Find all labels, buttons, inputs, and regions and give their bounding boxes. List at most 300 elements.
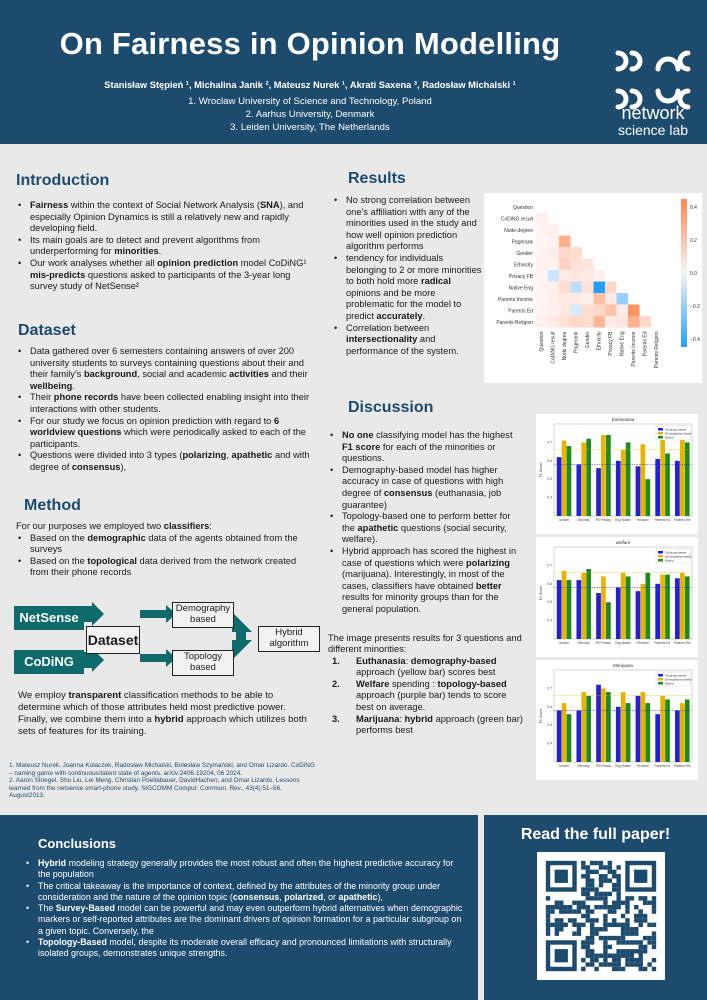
list-item	[16, 416, 316, 451]
qr-module	[639, 918, 643, 922]
list-item	[16, 450, 316, 473]
bar-hybrid	[626, 442, 631, 516]
bar-hybrid	[606, 692, 611, 762]
qr-module	[625, 940, 629, 944]
qr-module	[639, 940, 643, 944]
bar-topology-based	[576, 464, 581, 516]
qr-module	[546, 918, 550, 922]
qr-module	[555, 905, 559, 909]
heatmap-cell	[559, 247, 571, 259]
bar-hybrid	[586, 569, 591, 639]
qr-module	[594, 870, 598, 874]
heatmap-cell	[559, 316, 571, 328]
qr-module	[586, 949, 590, 953]
heatmap-cell	[536, 270, 548, 282]
qr-module	[603, 865, 607, 869]
correlation-heatmap	[484, 193, 702, 383]
heatmap-cell	[617, 305, 629, 317]
emphasis-text: accurately	[376, 310, 423, 321]
heatmap-col-label: Ethnicity	[596, 331, 603, 351]
qr-module	[590, 909, 594, 913]
qr-module	[630, 954, 634, 958]
bar-hybrid	[685, 442, 690, 516]
affiliation-1: 1. Wroclaw University of Science and Technology, Poland	[188, 96, 432, 107]
body-text: tendency for individuals belonging to 2 or more minorities to both hold more	[346, 252, 482, 287]
qr-module	[563, 909, 567, 913]
qr-module	[590, 931, 594, 935]
qr-module	[643, 936, 647, 940]
heatmap-cell	[548, 259, 560, 271]
qr-module	[612, 967, 616, 971]
method-list	[16, 533, 316, 579]
heatmap-cell	[536, 247, 548, 259]
bar-demography-based	[601, 435, 606, 516]
introduction-body	[16, 200, 316, 293]
affiliation-3: 3. Leiden University, The Netherlands	[230, 122, 390, 133]
qr-module	[603, 878, 607, 882]
colorbar-tick-label: 0.2	[690, 238, 697, 245]
qr-module	[634, 940, 638, 944]
body-text: data of the agents obtained from the surveys	[30, 532, 298, 555]
emphasis-text: SNA	[259, 200, 280, 210]
bar-topology-based	[636, 591, 641, 639]
bar-topology-based	[655, 459, 660, 516]
qr-module	[590, 918, 594, 922]
qr-module	[625, 905, 629, 909]
chart-ylabel: F1 Score	[539, 462, 543, 478]
heatmap-col-label: Privacy FB	[607, 331, 614, 356]
chart-y-tick: 0.4	[547, 741, 552, 746]
conclusions-list	[24, 858, 464, 960]
body-text: ,	[226, 450, 232, 461]
qr-module	[559, 923, 563, 927]
chart-y-tick: 0.5	[547, 477, 552, 482]
body-text: approach (green bar) performs best	[356, 713, 523, 736]
heatmap-cell	[594, 270, 606, 282]
qr-module	[616, 865, 620, 869]
dataset-body	[16, 346, 316, 474]
heatmap-cell	[536, 224, 548, 236]
qr-module	[599, 905, 603, 909]
list-item	[16, 346, 316, 392]
netsense-box: NetSense	[14, 606, 84, 630]
euthanasia-chart-svg	[536, 414, 698, 534]
chart-y-tick: 0.7	[547, 563, 552, 568]
qr-module	[612, 874, 616, 878]
legend-label: Hybrid	[665, 558, 674, 563]
qr-module	[621, 923, 625, 927]
heatmap-cell	[548, 293, 560, 305]
qr-module	[599, 936, 603, 940]
emphasis-text: mis-predicts	[30, 269, 86, 280]
qr-module	[630, 896, 634, 900]
heatmap-row-label: Privacy FB	[508, 274, 533, 281]
qr-code[interactable]	[537, 852, 665, 980]
qr-module	[616, 896, 620, 900]
qr-module	[599, 896, 603, 900]
chart-x-tick: Gender	[558, 518, 570, 522]
heatmap-col-label: Node degree	[561, 331, 568, 361]
qr-module	[590, 949, 594, 953]
heatmap-col-label: Pagerank	[573, 331, 580, 353]
qr-module	[590, 962, 594, 966]
reference-2: 2. Aaron Striegel, Shu Liu, Lei Meng, Christian Poellabauer, DavidHachen, and Omar Lizardo. Lessons learned from the netsense smart-phone study. SIGCOMM Comput. Commun. Rev., 43(4):51–56, August2013.	[9, 777, 300, 800]
heatmap-cell	[548, 316, 560, 328]
emphasis-text: Survey-Based	[55, 903, 115, 914]
qr-module	[581, 958, 585, 962]
qr-module	[652, 896, 656, 900]
qr-module	[608, 861, 612, 865]
heatmap-cell	[582, 270, 594, 282]
method-intro	[16, 521, 316, 533]
list-item	[16, 200, 316, 235]
item-number: 1.	[332, 655, 340, 666]
qr-module	[586, 954, 590, 958]
authors: Stanisław Stępień ¹, Michalina Janik ², Mateusz Nurek ¹, Akrati Saxena ³, Radosław Michalski ¹	[104, 80, 516, 90]
emphasis-text: hybrid	[404, 713, 433, 724]
emphasis-text: activities	[229, 369, 269, 380]
qr-module	[639, 914, 643, 918]
bar-demography-based	[621, 450, 626, 516]
chart-x-tick: Parents Ed	[654, 764, 671, 768]
qr-module	[616, 874, 620, 878]
qr-module	[621, 901, 625, 905]
emphasis-text: Fairness	[30, 200, 69, 210]
bar-topology-based	[636, 466, 641, 516]
emphasis-text: intersectionality	[346, 334, 418, 345]
heatmap-cell	[548, 224, 560, 236]
qr-module	[603, 918, 607, 922]
qr-module	[559, 909, 563, 913]
welfare-chart-svg	[536, 537, 698, 657]
qr-module	[652, 958, 656, 962]
qr-module	[643, 901, 647, 905]
discussion-summary: The image presents results for 3 questions and different minorities:	[328, 632, 522, 655]
qr-module	[599, 883, 603, 887]
body-text: classifying model has the highest	[373, 430, 513, 440]
qr-module	[555, 901, 559, 905]
body-text: Our work analyses whether all	[30, 257, 158, 268]
conclusions-heading: Conclusions	[38, 836, 117, 851]
results-body	[332, 195, 482, 357]
item-number: 2.	[332, 678, 340, 689]
qr-module	[594, 905, 598, 909]
heatmap-cell	[582, 305, 594, 317]
discussion-numbered-list	[328, 656, 524, 737]
legend-label: Demography-based	[665, 431, 692, 436]
heatmap-cell	[536, 305, 548, 317]
marijuana-chart	[536, 660, 698, 780]
qr-module	[643, 949, 647, 953]
heatmap-row-label: Parents Ed	[508, 308, 533, 315]
method-heading: Method	[24, 497, 81, 514]
heatmap-col-label: Question	[538, 331, 545, 352]
emphasis-text: transparent	[68, 690, 122, 701]
qr-module	[546, 905, 550, 909]
qr-module	[590, 954, 594, 958]
chart-y-tick: 0.6	[547, 581, 552, 586]
list-item	[328, 430, 524, 465]
bar-demography-based	[581, 442, 586, 516]
body-text: model can be powerful and may even outperform hybrid alternatives when demographic markers or self-reported attributes are the dominant drivers of opinion formation for a particular subgroup on a given topic. Conversely, the	[38, 903, 463, 936]
qr-module	[572, 931, 576, 935]
qr-module	[652, 936, 656, 940]
qr-module	[568, 918, 572, 922]
body-text: results for minority groups than for the general population.	[342, 592, 499, 614]
dataset-box: Dataset	[86, 626, 140, 654]
bar-hybrid	[567, 714, 572, 762]
qr-module	[577, 905, 581, 909]
body-text: Questions were divided into 3 types (	[30, 450, 183, 461]
emphasis-text: classifiers	[163, 521, 210, 531]
body-text: approach which utilizes both sets of features for its training.	[18, 714, 307, 737]
qr-module	[568, 905, 572, 909]
legend-swatch	[658, 551, 663, 554]
body-text: ), and especially Opinion Dynamics is still a relatively new and rapidly developing field.	[30, 200, 304, 234]
emphasis-text: hybrid	[154, 714, 184, 725]
heatmap-cell	[628, 305, 640, 317]
qr-module	[625, 962, 629, 966]
qr-module	[608, 923, 612, 927]
qr-module	[590, 870, 594, 874]
heatmap-col-label: CoDiNG result	[550, 331, 557, 364]
bar-topology-based	[616, 707, 621, 762]
qr-module	[586, 892, 590, 896]
legend-label: Demography-based	[665, 677, 692, 682]
introduction-heading: Introduction	[16, 172, 110, 189]
qr-module	[612, 887, 616, 891]
body-text: Topology-based one to perform better for the	[342, 511, 511, 533]
body-text: For our purposes we employed two	[16, 521, 164, 531]
emphasis-text: apathetic	[357, 522, 399, 533]
legend-swatch	[658, 678, 663, 681]
qr-module	[603, 874, 607, 878]
qr-module	[625, 931, 629, 935]
chart-y-tick: 0.7	[547, 440, 552, 445]
colorbar-tick-label: −0.2	[690, 303, 700, 310]
chart-title: Marijuana	[613, 663, 633, 668]
emphasis-text: demography-based	[410, 655, 497, 666]
emphasis-text: background	[83, 369, 138, 380]
heatmap-row-label: CoDiNG result	[500, 216, 533, 223]
qr-module	[647, 962, 651, 966]
heatmap-cell	[582, 282, 594, 294]
qr-module	[625, 958, 629, 962]
bar-topology-based	[596, 685, 601, 762]
body-text: Demography-based model has higher accuracy in case of questions with high degree of	[342, 464, 504, 498]
heatmap-cell	[536, 282, 548, 294]
bar-hybrid	[567, 446, 572, 516]
heatmap-col-label: Parents Ed	[642, 331, 649, 357]
body-text: Their	[30, 392, 54, 403]
qr-module	[621, 940, 625, 944]
chart-y-tick: 0.6	[547, 704, 552, 709]
qr-module	[630, 949, 634, 953]
heatmap-row-label: Native Eng	[508, 285, 533, 292]
qr-module	[586, 905, 590, 909]
qr-module	[612, 954, 616, 958]
qr-module	[639, 967, 643, 971]
bar-demography-based	[581, 573, 586, 639]
qr-code-icon[interactable]	[537, 852, 665, 980]
body-text: :	[399, 713, 405, 724]
body-text: , or	[323, 891, 339, 902]
bar-demography-based	[562, 571, 567, 639]
legend-label: Demography-based	[665, 554, 692, 559]
qr-module	[599, 927, 603, 931]
qr-module	[621, 949, 625, 953]
emphasis-text: topological	[87, 555, 137, 566]
bar-topology-based	[675, 461, 680, 516]
qr-module	[603, 958, 607, 962]
chart-x-tick: Pincome	[636, 641, 649, 645]
qr-module	[586, 883, 590, 887]
qr-module	[586, 896, 590, 900]
qr-module	[550, 905, 554, 909]
qr-module	[616, 883, 620, 887]
bar-topology-based	[557, 580, 562, 639]
chart-x-tick: Parents Ed	[654, 518, 671, 522]
qr-module	[546, 927, 550, 931]
body-text: .	[422, 310, 426, 321]
legend-swatch	[658, 682, 663, 685]
heatmap-cell	[536, 259, 548, 271]
qr-module	[630, 940, 634, 944]
logo-line-1: network	[621, 103, 685, 123]
body-text: and performance of the system.	[346, 334, 459, 356]
bar-hybrid	[665, 575, 670, 639]
qr-module	[652, 940, 656, 944]
heatmap-cell	[594, 316, 606, 328]
bar-hybrid	[606, 435, 611, 516]
list-item	[16, 533, 316, 556]
qr-module	[590, 883, 594, 887]
logo-line-2: science lab	[617, 122, 689, 138]
qr-module	[590, 861, 594, 865]
qr-module	[647, 936, 651, 940]
qr-module	[603, 896, 607, 900]
numbered-item	[328, 679, 524, 714]
body-text: spending :	[389, 678, 438, 689]
body-text: We employ	[18, 690, 69, 701]
legend-label: Topology-based	[665, 550, 687, 555]
emphasis-text: radical	[420, 276, 451, 287]
qr-module	[581, 887, 585, 891]
colorbar-tick-label: 0.0	[690, 271, 697, 277]
body-text: Based on the	[30, 555, 88, 566]
body-text: and their	[268, 369, 308, 380]
list-item	[16, 235, 316, 258]
heatmap-cell	[571, 293, 583, 305]
qr-module	[594, 918, 598, 922]
body-text: Its main goals are to detect and prevent algorithms from underperforming for	[30, 234, 260, 257]
qr-module	[603, 936, 607, 940]
qr-module	[639, 923, 643, 927]
chart-x-tick: Eng Native	[615, 764, 631, 768]
qr-module	[612, 962, 616, 966]
heatmap-colorbar	[681, 199, 687, 347]
body-text: data derived from the network created from their phone records	[30, 555, 297, 578]
chart-x-tick: Gender	[558, 764, 570, 768]
body-text: opinions and be more problematic for the model to predict	[346, 287, 462, 321]
qr-module	[599, 861, 603, 865]
bar-hybrid	[567, 580, 572, 639]
bar-hybrid	[645, 573, 650, 639]
qr-module	[594, 896, 598, 900]
qr-module	[590, 878, 594, 882]
dataset-list	[16, 346, 316, 474]
bar-demography-based	[680, 573, 685, 639]
body-text: approach (yellow bar) scores best	[356, 667, 496, 678]
qr-module	[590, 887, 594, 891]
hybrid-algorithm-box: Hybrid algorithm	[258, 626, 320, 652]
qr-module	[634, 962, 638, 966]
qr-module	[603, 940, 607, 944]
qr-module	[586, 865, 590, 869]
qr-module	[616, 936, 620, 940]
bar-hybrid	[665, 699, 670, 762]
qr-module	[546, 931, 550, 935]
heatmap-cell	[548, 236, 560, 248]
qr-module	[581, 865, 585, 869]
euthanasia-chart	[536, 414, 698, 534]
heatmap-cell	[548, 305, 560, 317]
qr-module	[621, 931, 625, 935]
qr-module	[581, 945, 585, 949]
qr-module	[612, 905, 616, 909]
bar-demography-based	[641, 584, 646, 639]
qr-module	[625, 923, 629, 927]
qr-module	[577, 923, 581, 927]
qr-module	[634, 927, 638, 931]
qr-module	[634, 949, 638, 953]
qr-module	[612, 923, 616, 927]
bar-hybrid	[645, 703, 650, 762]
qr-module	[652, 923, 656, 927]
item-number: 3.	[332, 713, 340, 724]
heatmap-cell	[605, 293, 617, 305]
body-text: (euthanasia, job guarantee)	[342, 487, 502, 510]
qr-module	[546, 896, 550, 900]
qr-module	[599, 962, 603, 966]
qr-module	[634, 905, 638, 909]
bar-topology-based	[616, 461, 621, 516]
emphasis-text: consensus	[383, 487, 433, 498]
chart-x-tick: Parents Rel	[673, 764, 691, 768]
colorbar-tick-label: −0.4	[690, 336, 700, 343]
qr-module	[590, 896, 594, 900]
qr-module	[612, 883, 616, 887]
heatmap-cell	[559, 293, 571, 305]
legend-swatch	[658, 674, 663, 677]
heatmap-col-label: Gender	[584, 331, 591, 349]
qr-module	[608, 936, 612, 940]
bar-topology-based	[557, 710, 562, 762]
emphasis-text: F1 score	[342, 441, 381, 452]
bar-demography-based	[660, 696, 665, 762]
qr-module	[603, 945, 607, 949]
heatmap-cell	[594, 305, 606, 317]
qr-module	[616, 967, 620, 971]
qr-module	[586, 914, 590, 918]
bar-demography-based	[562, 703, 567, 762]
body-text: The critical takeaway is the importance of context, defined by the attributes of the minority group under consideration and the nature of the opinion topic (	[38, 880, 441, 902]
body-text: Data gathered over 6 semesters containing answers of over 200 university students to surveys containing questions about their and their family's	[30, 346, 304, 380]
qr-module	[594, 931, 598, 935]
qr-module	[621, 936, 625, 940]
body-text: questions (social security, welfare).	[342, 522, 507, 545]
qr-module	[572, 918, 576, 922]
